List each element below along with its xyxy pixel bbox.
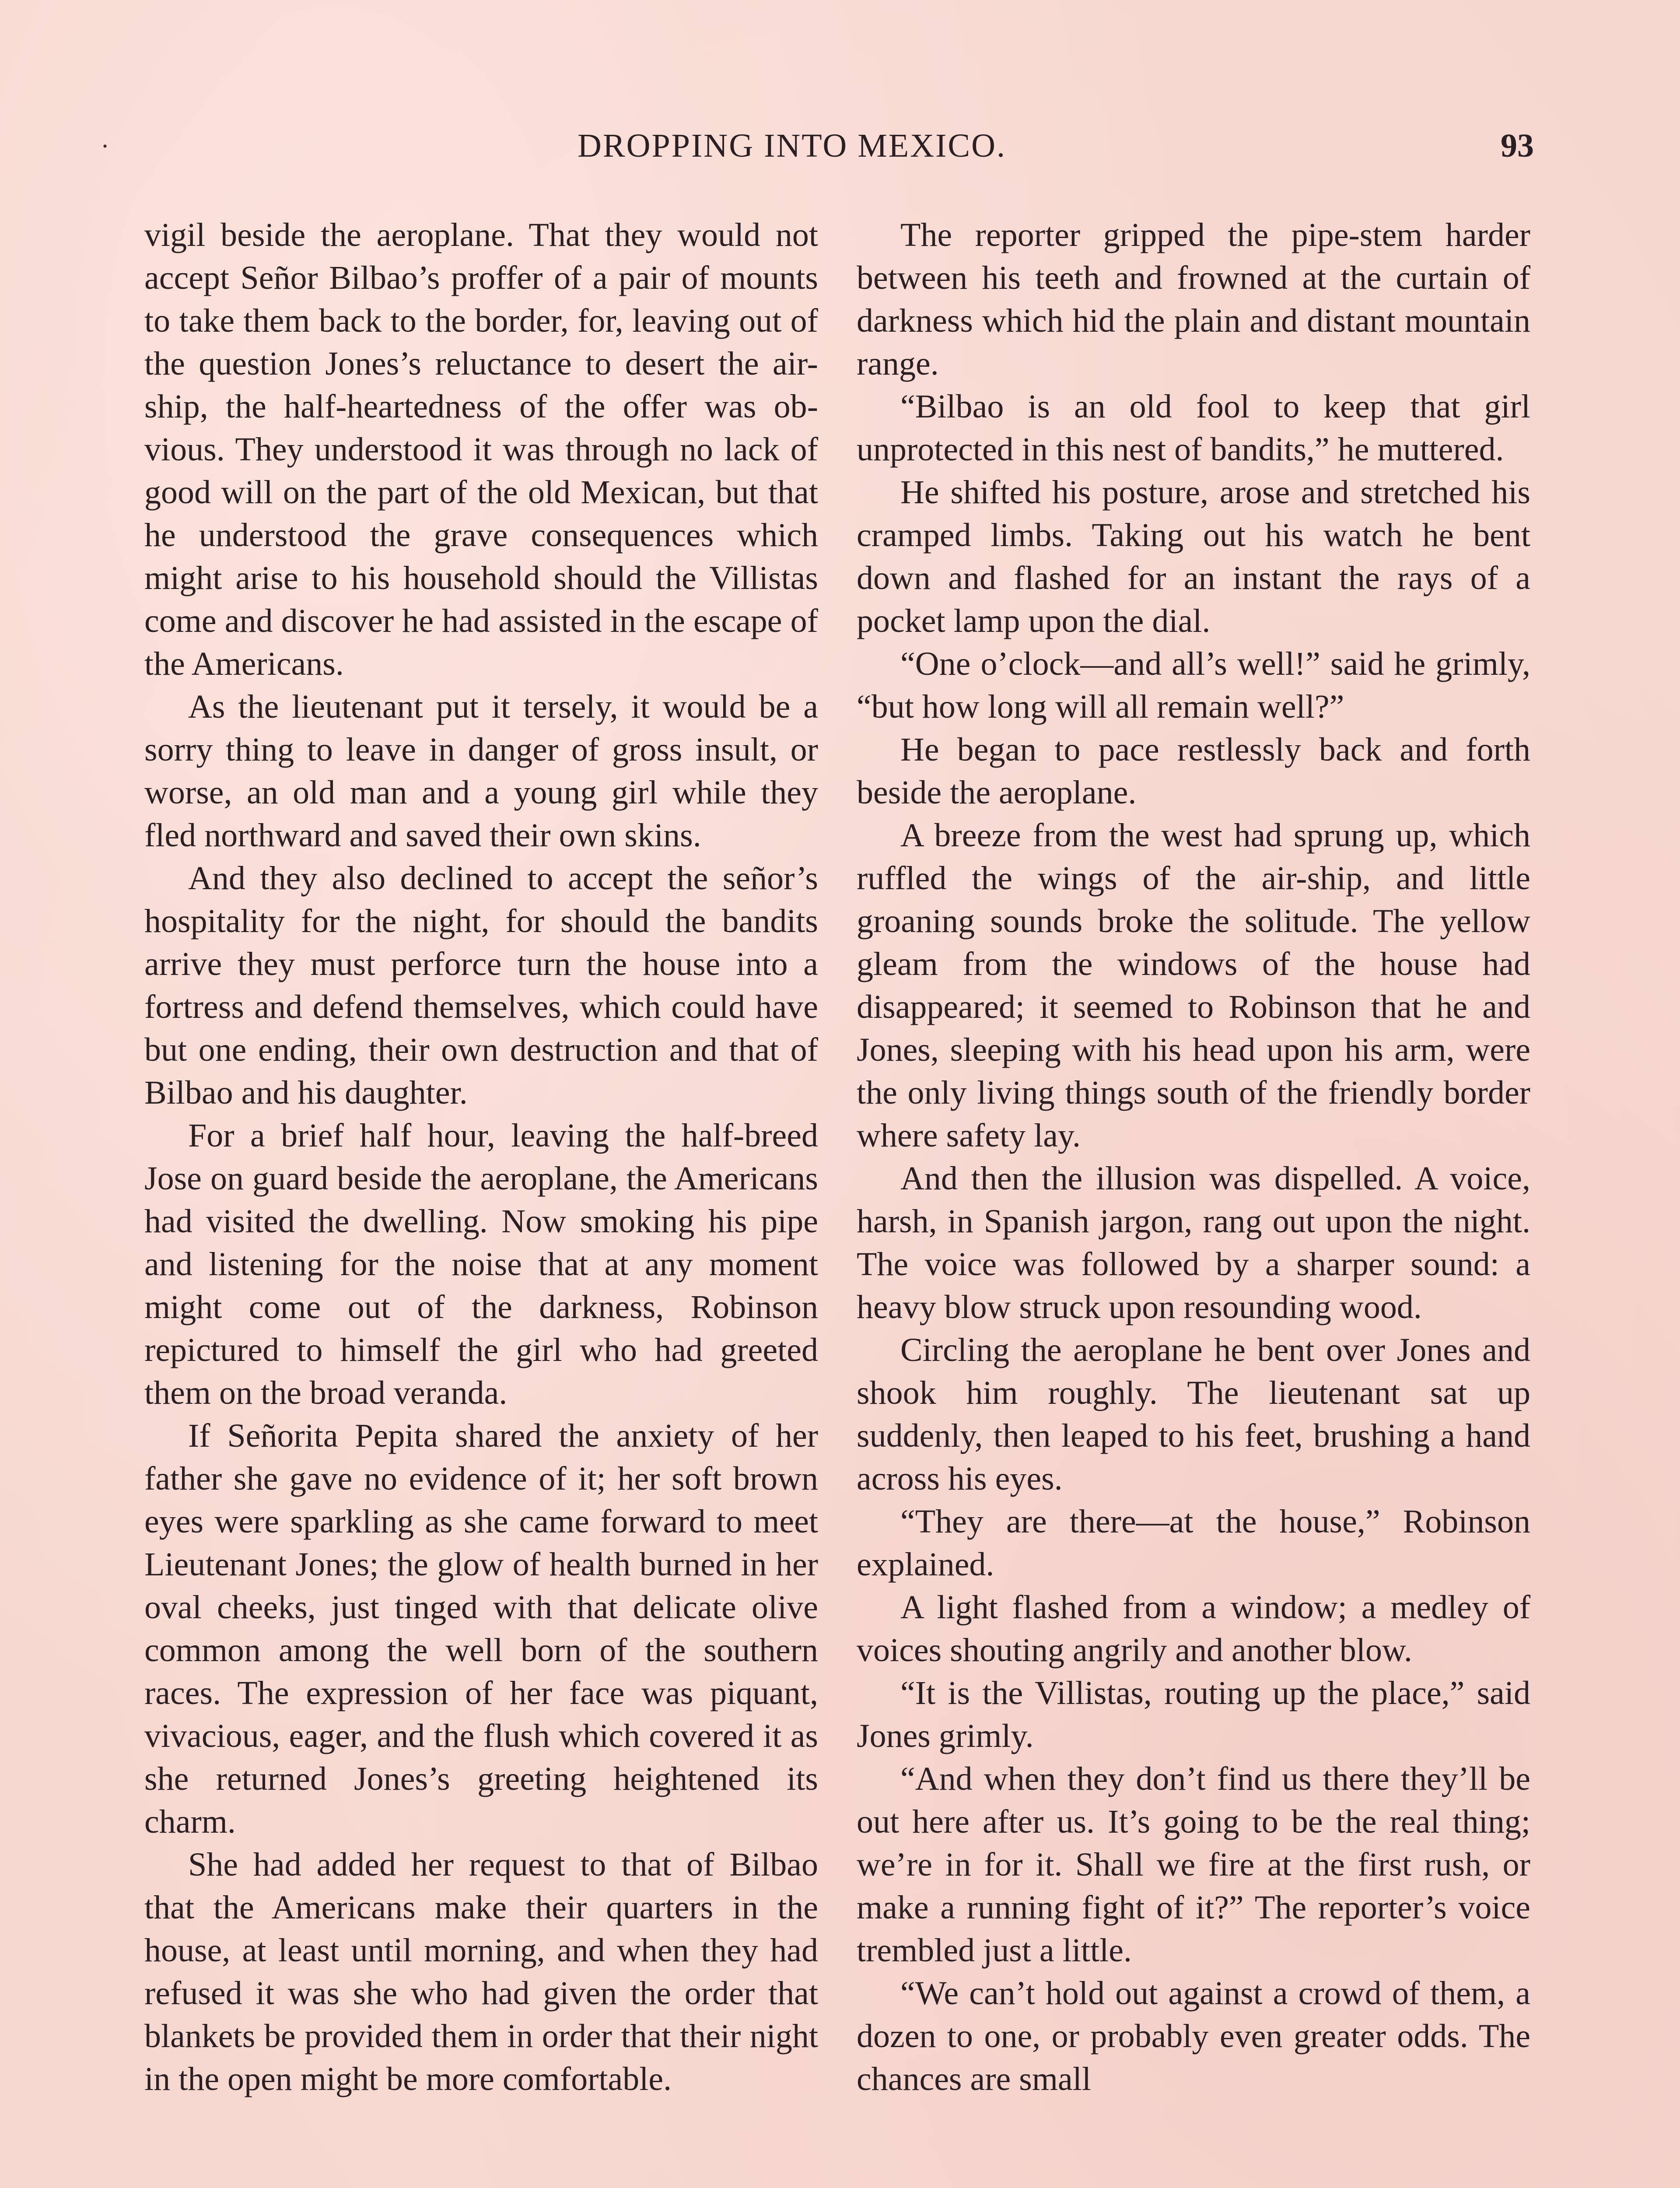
paragraph: He shifted his posture, arose and stretched his cramped limbs. Taking out his watch he bent down and flashed for an instant the rays of a pocket lamp upon the dial. — [857, 474, 1530, 639]
page-header — [0, 127, 1680, 179]
margin-speck: · — [101, 132, 109, 161]
paragraph: “We can’t hold out against a crowd of them, a dozen to one, or probably even greater odds. The chances are small — [857, 1975, 1530, 2097]
paragraph: “They are there—at the house,” Robinson explained. — [857, 1503, 1530, 1583]
paragraph: For a brief half hour, leaving the half-breed Jose on guard beside the aeroplane, the Americans had visited the dwelling. Now smoking his pipe and listening for the noise that at any moment might come out of the darkness, Robinson repictured to himself the girl who had greeted them on the broad veranda. — [144, 1117, 818, 1411]
paragraph: And then the illusion was dispelled. A voice, harsh, in Spanish jargon, rang out upon the night. The voice was followed by a sharper sound: a heavy blow struck upon resounding wood. — [857, 1160, 1530, 1325]
paragraph: “Bilbao is an old fool to keep that girl unprotected in this nest of bandits,” he muttered. — [857, 388, 1530, 468]
right-column — [857, 214, 1530, 2100]
running-title: DROPPING INTO MEXICO. — [578, 127, 1006, 164]
paragraph: “It is the Villistas, routing up the place,” said Jones grimly. — [857, 1675, 1530, 1754]
paragraph: vigil beside the aeroplane. That they would not accept Señor Bilbao’s proffer of a pair of mounts to take them back to the border, for, leaving out of the question Jones’s reluctance to desert the air-ship, the half-heartedness of the offer was obvious. They understood it was through no lack of good will on the part of the old Mexican, but that he understood the grave consequences which might arise to his household should the Villistas come and discover he had assisted in the escape of the Americans. — [144, 217, 818, 682]
paragraph: As the lieutenant put it tersely, it would be a sorry thing to leave in danger of gross insult, or worse, an old man and a young girl while they fled northward and saved their own skins. — [144, 688, 818, 854]
page-number: 93 — [1501, 127, 1534, 164]
left-column — [144, 214, 818, 2100]
paragraph: He began to pace restlessly back and forth beside the aeroplane. — [857, 731, 1530, 811]
paragraph: Circling the aeroplane he bent over Jones and shook him roughly. The lieutenant sat up suddenly, then leaped to his feet, brushing a hand across his eyes. — [857, 1332, 1530, 1497]
paragraph: “And when they don’t find us there they’ll be out here after us. It’s going to be the real thing; we’re in for it. Shall we fire at the first rush, or make a running fight of it?” The reporter’s voice trembled just a little. — [857, 1760, 1530, 1969]
paragraph: And they also declined to accept the señor’s hospitality for the night, for should the bandits arrive they must perforce turn the house into a fortress and defend themselves, which could have but one ending, their own destruction and that of Bilbao and his daughter. — [144, 860, 818, 1111]
paragraph: A breeze from the west had sprung up, which ruffled the wings of the air-ship, and little groaning sounds broke the solitude. The yellow gleam from the windows of the house had disappeared; it seemed to Robinson that he and Jones, sleeping with his head upon his arm, were the only living things south of the friendly border where safety lay. — [857, 817, 1530, 1154]
paragraph: She had added her request to that of Bilbao that the Americans make their quarters in the house, at least until morning, and when they had refused it was she who had given the order that blankets be provided them in order that their night in the open might be more comfortable. — [144, 1846, 818, 2097]
paragraph: A light flashed from a window; a medley of voices shouting angrily and another blow. — [857, 1589, 1530, 1669]
paragraph: “One o’clock—and all’s well!” said he grimly, “but how long will all remain well?” — [857, 645, 1530, 725]
paragraph: If Señorita Pepita shared the anxiety of her father she gave no evidence of it; her soft brown eyes were sparkling as she came forward to meet Lieutenant Jones; the glow of health burned in her oval cheeks, just tinged with that delicate olive common among the well born of the southern races. The expression of her face was piquant, vivacious, eager, and the flush which covered it as she returned Jones’s greeting heightened its charm. — [144, 1417, 818, 1840]
paragraph: The reporter gripped the pipe-stem harder between his teeth and frowned at the curtain of darkness which hid the plain and distant mountain range. — [857, 217, 1530, 382]
